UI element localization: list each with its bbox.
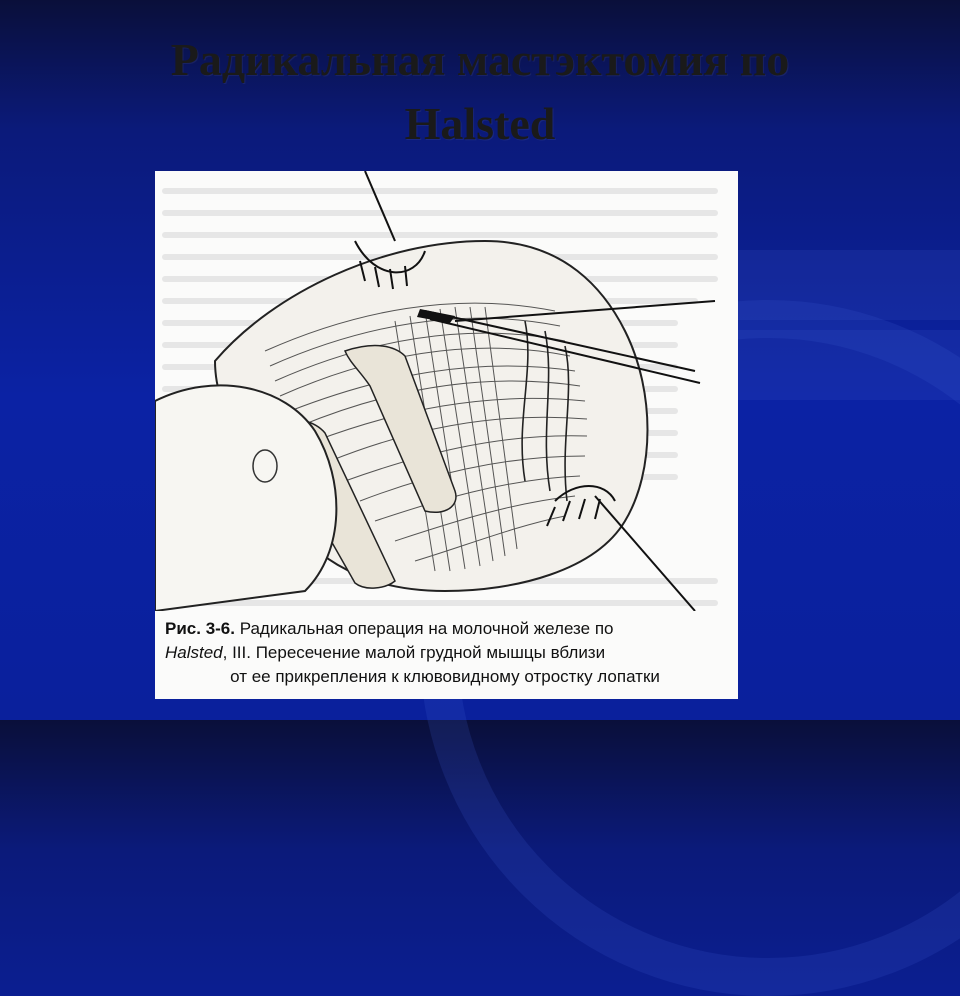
slide-title	[60, 28, 900, 156]
caption-label: Рис. 3-6.	[165, 619, 235, 638]
figure-caption	[165, 617, 725, 689]
surgical-illustration	[155, 171, 738, 699]
caption-line-3: от ее прикрепления к клювовидному отростку лопатки	[230, 667, 660, 686]
surgical-drawing	[155, 171, 738, 611]
slide-title-line-2: Halsted	[404, 98, 556, 149]
caption-line-2-text: , III. Пересечение малой грудной мышцы вблизи	[222, 643, 606, 662]
caption-author: Halsted	[165, 643, 223, 662]
caption-line-1-text: Радикальная операция на молочной железе по	[234, 619, 614, 638]
slide-title-line-1: Радикальная мастэктомия по	[170, 34, 790, 85]
caption-line-1	[165, 617, 725, 641]
caption-line-2	[165, 641, 725, 665]
